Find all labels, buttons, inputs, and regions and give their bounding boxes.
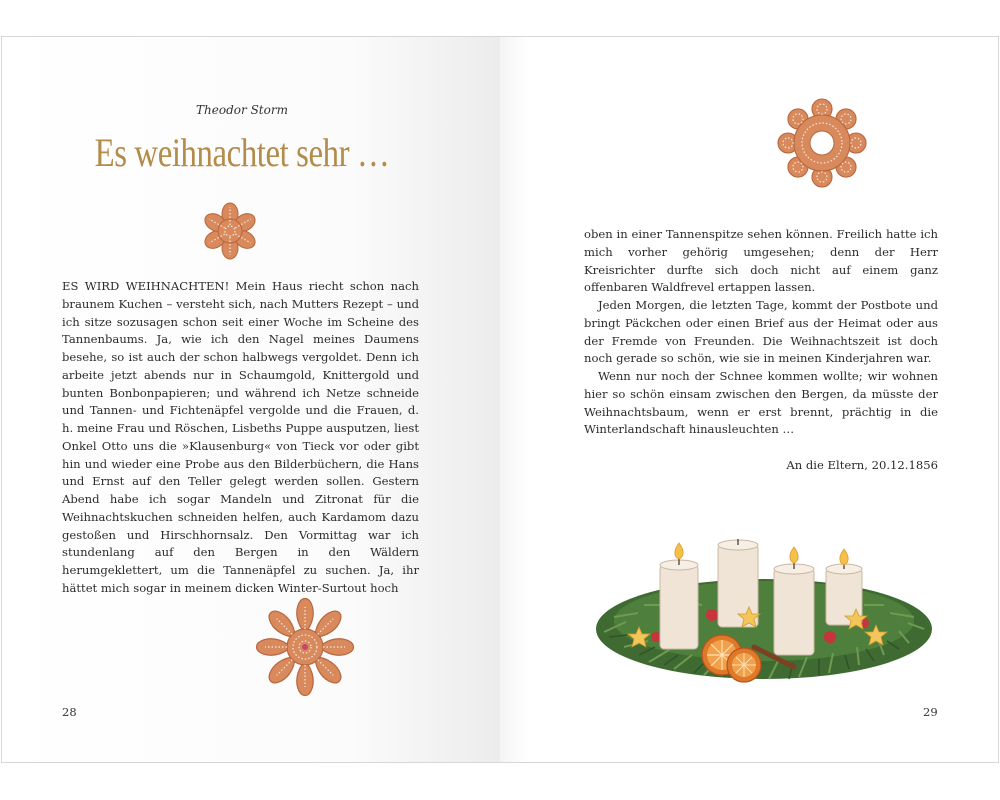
book-spread <box>1 36 999 763</box>
chapter-title: Es weihnachtet sehr … <box>94 130 390 175</box>
advent-wreath-icon <box>594 497 934 697</box>
paragraph: Wenn nur noch der Schnee kommen wollte; wir wohnen hier so schön einsam zwischen den Bergen, da müsste der Weihnachtsbaum, wenn er erst brennt, prächtig in die Winterlandschaft hinausleuchten … <box>584 369 938 437</box>
paragraph: Jeden Morgen, die letzten Tage, kommt der Postbote und bringt Päckchen oder einen Brief aus der Heimat oder aus der Fremde von Freunden. Die Weihnachtszeit ist doch noch gerade so schön, wie sie in meinen Kinderjahren war. <box>584 298 938 366</box>
left-page <box>2 37 500 762</box>
gingerbread-flower-icon <box>252 597 358 697</box>
letter-signature: An die Eltern, 20.12.1856 <box>786 458 938 472</box>
right-page <box>500 37 998 762</box>
page-number-left: 28 <box>62 705 77 719</box>
gingerbread-star-icon <box>200 201 260 261</box>
paragraph: oben in einer Tannenspitze sehen können. Freilich hatte ich mich vorher gehörig umgesehen; denn der Herr Kreisrichter durfte sich doch nicht auf einem ganz offenbaren Waldfrevel ertappen lassen. <box>584 227 938 295</box>
page-number-right: 29 <box>923 705 938 719</box>
left-body-text: ES WIRD WEIHNACHTEN! Mein Haus riecht schon nach braunem Kuchen – versteht sich, nach Mutters Rezept – und ich sitze sozusagen schon seit einer Woche im Scheine des Tannenbaums. Ja, wie ich den Nagel meines Daumens besehe, so ist auch der schon halbwegs vergoldet. Denn ich arbeite jetzt abends nur in Schaumgold, Knittergold und bunten Bonbonpapieren; und während ich Netze schneide und Tannen- und Fichtenäpfel vergolde und die Frauen, d. h. meine Frau und Röschen, Lisbeths Puppe ausputzen, liest Onkel Otto uns die »Klausenburg« von Tieck vor oder gibt hin und wieder eine Probe aus den Bilderbüchern, die Hans und Ernst auf den Teller gelegt werden sollen. Gestern Abend habe ich sogar Mandeln und Zitronat für die Weihnachtskuchen schneiden helfen, auch Kardamom dazu gestoßen und Hirschhornsalz. Den Vormittag war ich stundenlang auf den Bergen in den Wäldern herumgeklettert, um die Tannenäpfel zu suchen. Ja, ihr hättet mich sogar in meinem dicken Winter-Surtout hoch <box>62 279 419 595</box>
gingerbread-wreath-icon <box>770 95 874 191</box>
right-body-text <box>584 226 938 475</box>
author-name: Theodor Storm <box>196 103 288 117</box>
